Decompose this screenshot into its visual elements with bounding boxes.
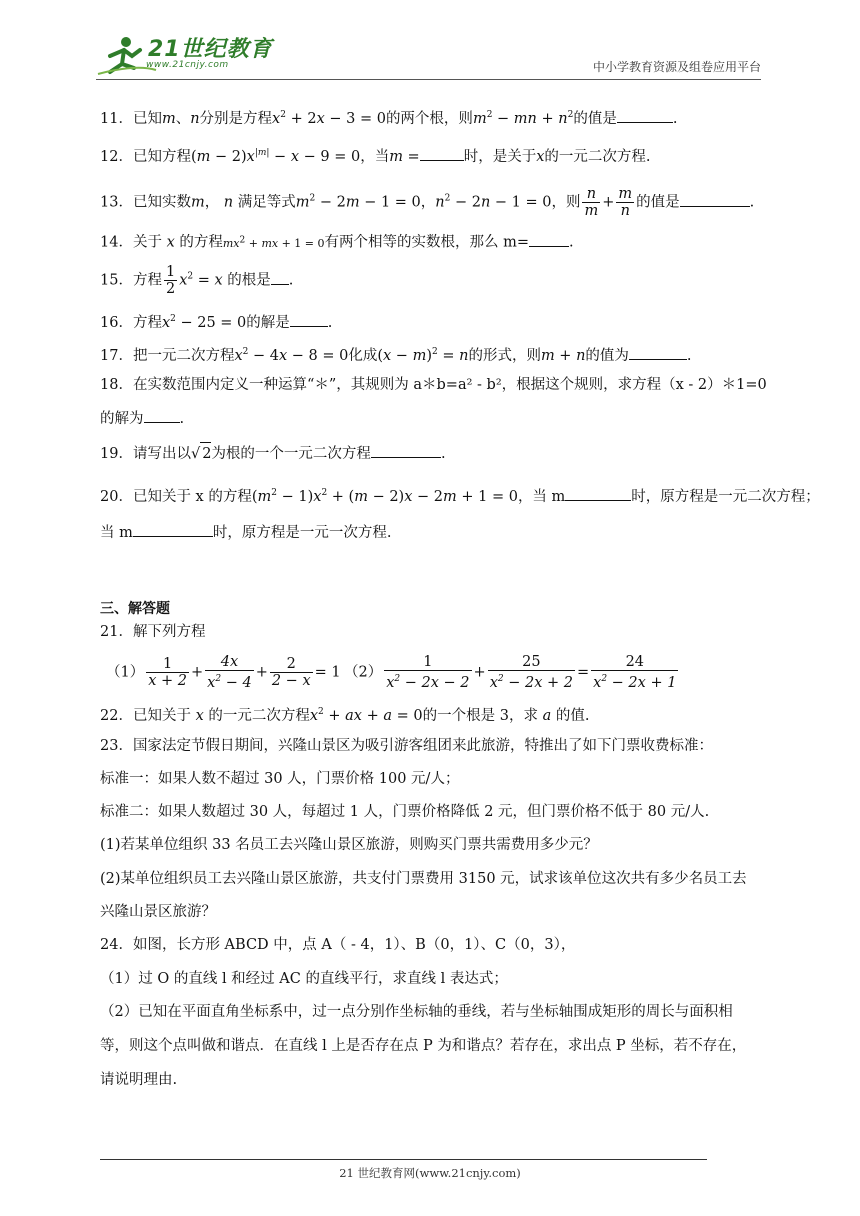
question-18-line1: 18．在实数范围内定义一种运算“＊”，其规则为 a＊b=a² - b²，根据这个规则，求方程（x - 2）＊1=0 bbox=[100, 377, 767, 393]
question-24-part-2-line2: 等，则这个点叫做和谐点．在直线 l 上是否存在点 P 为和谐点？若存在，求出点 P 坐标，若不存在， bbox=[100, 1038, 747, 1054]
question-11: 11．已知m、n分别是方程$x^2 + 2x - 3 = 0$的两个根，则$m^2$ − mn + $n^2$的值是 . bbox=[100, 104, 677, 130]
question-23-part-2-line2: 兴隆山景区旅游？ bbox=[100, 904, 216, 920]
question-24-part-2-line3: 请说明理由. bbox=[100, 1072, 178, 1088]
question-24-part-1: （1）过 O 的直线 l 和经过 AC 的直线平行，求直线 l 表达式； bbox=[100, 971, 508, 987]
section-title-3: 三、解答题 bbox=[100, 601, 170, 617]
question-21: 21．解下列方程 bbox=[100, 624, 206, 640]
question-23-standard-1: 标准一：如果人数不超过 30 人，门票价格 100 元/人； bbox=[100, 771, 460, 787]
question-23: 23．国家法定节假日期间，兴隆山景区为吸引游客组团来此旅游，特推出了如下门票收费标准： bbox=[100, 738, 713, 754]
question-17: 17．把一元二次方程$x^2 - 4x - 8 = 0$化成$(x - m)^2 = n$的形式，则m + n的值为 . bbox=[100, 341, 692, 367]
question-20-line1: 20．已知关于 x 的方程$(m^2 - 1)x^2 + (m - 2)x - 2m + 1 = 0$，当 m 时，原方程是一元二次方程； bbox=[100, 482, 820, 508]
footer-text: 21 世纪教育网(www.21cnjy.com) bbox=[339, 1166, 521, 1180]
question-24: 24．如图，长方形 ABCD 中，点 A（ - 4，1）、B（0，1）、C（0，3）， bbox=[100, 937, 576, 953]
question-20-line2: 当 m 时，原方程是一元一次方程. bbox=[100, 522, 391, 544]
question-18-line2: 的解为 . bbox=[100, 408, 184, 430]
footer-divider bbox=[100, 1159, 707, 1160]
question-23-part-2-line1: (2)某单位组织员工去兴隆山景区旅游，共支付门票费用 3150 元，试求该单位这次共有多少名员工去 bbox=[100, 871, 747, 887]
question-15: 15．方程 $\frac{1}{2}$ $x^2 = x$ 的根是 . bbox=[100, 264, 294, 297]
logo-text: 21世纪教育 bbox=[148, 37, 273, 62]
logo-url: www.21cnjy.com bbox=[146, 60, 229, 70]
header-divider bbox=[96, 79, 761, 80]
question-21-equation-2: （2） $\frac{1}{x^2 - 2x - 2}$ + $\frac{25}{x^2 - 2x + 2}$ = $\frac{24}{x^2 - 2x + 1}$ bbox=[344, 654, 677, 691]
question-23-part-1: (1)若某单位组织 33 名员工去兴隆山景区旅游，则购买门票共需费用多少元？ bbox=[100, 837, 598, 853]
question-12: 12．已知方程$(m - 2)x^{|m|} - x - 9 = 0$，当m = 时，是关于x的一元二次方程. bbox=[100, 142, 651, 168]
question-14: 14．关于 x 的方程$mx^2$ + mx + 1 = 0有两个相等的实数根，那么 m= . bbox=[100, 229, 574, 255]
question-21-equation-1: （1） $\frac{1}{x + 2}$ + $\frac{4x}{x^2 - 4}$ + $\frac{2}{2 - x}$ = 1 bbox=[106, 654, 341, 691]
page-header bbox=[96, 30, 761, 80]
question-13: 13．已知实数m， n 满足等式$m^2 - 2m - 1 = 0$，$n^2 - 2n - 1 = 0$，则 $\frac{n}{m}$ + $\frac{m}{n}$ 的值是 . bbox=[100, 186, 755, 219]
question-19: 19．请写出以√ 2为根的一个一元二次方程 . bbox=[100, 442, 446, 465]
question-16: 16．方程$x^2 - 25 = 0$的解是 . bbox=[100, 308, 332, 334]
question-22: 22．已知关于 x 的一元二次方程$x^2$ + ax + a = 0的一个根是 3，求 a 的值. bbox=[100, 707, 590, 724]
platform-title: 中小学教育资源及组卷应用平台 bbox=[592, 60, 761, 74]
question-24-part-2-line1: （2）已知在平面直角坐标系中，过一点分别作坐标轴的垂线，若与坐标轴围成矩形的周长与面积相 bbox=[100, 1004, 733, 1020]
question-23-standard-2: 标准二：如果人数超过 30 人，每超过 1 人，门票价格降低 2 元，但门票价格不低于 80 元/人. bbox=[100, 804, 710, 820]
